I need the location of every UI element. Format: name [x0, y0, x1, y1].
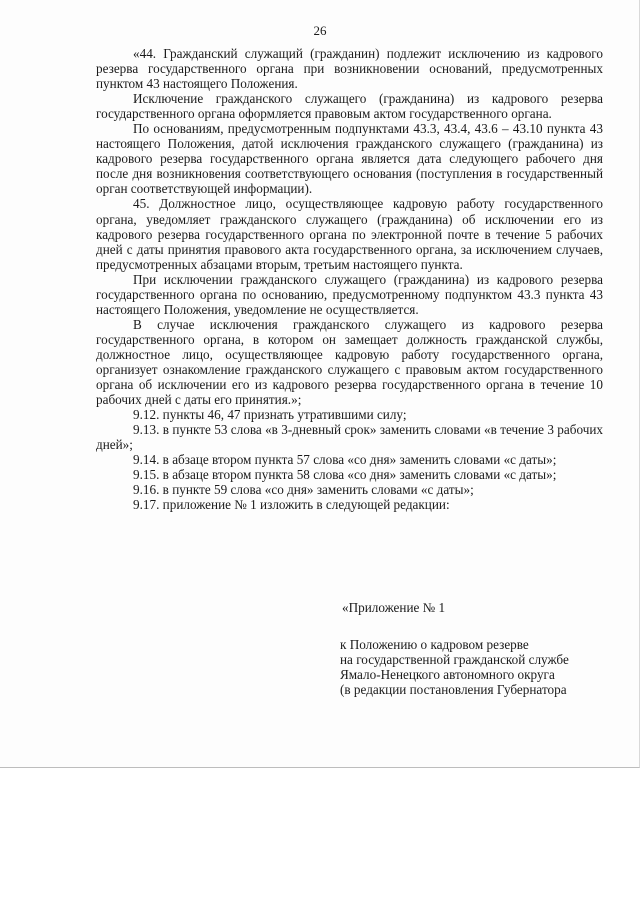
blank-area	[0, 768, 640, 905]
paragraph-exclusion-act: Исключение гражданского служащего (гражданина) из кадрового резерва государственного органа оформляется правовым актом государственного органа.	[96, 91, 603, 122]
appendix-line: Ямало-Ненецкого автономного округа	[340, 667, 555, 683]
paragraph-no-notification: При исключении гражданского служащего (гражданина) из кадрового резерва государственного органа по основанию, предусмотренному подпунктом 43.3 пункта 43 настоящего Положения, уведомление не осуществляется.	[96, 271, 603, 317]
amendment-9-15: 9.15. в абзаце втором пункта 58 слова «со дня» заменить словами «с даты»;	[133, 467, 557, 483]
amendment-9-12: 9.12. пункты 46, 47 признать утратившими силу;	[133, 407, 407, 423]
amendment-9-13: 9.13. в пункте 53 слова «в 3-дневный срок» заменить словами «в течение 3 рабочих дней»;	[96, 422, 603, 453]
paragraph-exclusion-date: По основаниям, предусмотренным подпунктами 43.3, 43.4, 43.6 – 43.10 пункта 43 настоящего Положения, датой исключения гражданского служащего (гражданина) из кадрового резерва государственного органа является дата следующего рабочего дня после дня возникновения соответствующего основания (поступления в государственный орган соответствующей информации).	[96, 121, 603, 197]
appendix-title: «Приложение № 1	[342, 600, 446, 615]
document-body	[96, 46, 603, 512]
appendix-line: к Положению о кадровом резерве	[340, 637, 529, 653]
paragraph-45: 45. Должностное лицо, осуществляющее кадровую работу государственного органа, уведомляет гражданского служащего (гражданина) об исключении его из кадрового резерва государственного органа по электронной почте в течение 5 рабочих дней с даты принятия правового акта государственного органа, за исключением случаев, предусмотренных абзацами вторым, третьим настоящего пункта.	[96, 196, 603, 272]
page-number: 26	[313, 23, 327, 38]
paragraph-familiarization: В случае исключения гражданского служащего из кадрового резерва государственного органа, в котором он замещает должность гражданской службы, должностное лицо, осуществляющее кадровую работу государственного органа, организует ознакомление гражданского служащего с правовым актом государственного органа об исключении его из кадрового резерва государственного органа в течение 10 рабочих дней с даты его принятия.»;	[96, 316, 603, 408]
amendment-9-14: 9.14. в абзаце втором пункта 57 слова «со дня» заменить словами «с даты»;	[133, 452, 557, 468]
appendix-line: (в редакции постановления Губернатора	[340, 682, 567, 698]
amendment-9-16: 9.16. в пункте 59 слова «со дня» заменить словами «с даты»;	[133, 482, 474, 498]
appendix-line: на государственной гражданской службе	[340, 652, 569, 668]
appendix-header	[340, 600, 620, 697]
amendment-9-17: 9.17. приложение № 1 изложить в следующей редакции:	[133, 497, 450, 513]
paragraph-44: «44. Гражданский служащий (гражданин) подлежит исключению из кадрового резерва государственного органа при возникновении оснований, предусмотренных пунктом 43 настоящего Положения.	[96, 46, 603, 92]
